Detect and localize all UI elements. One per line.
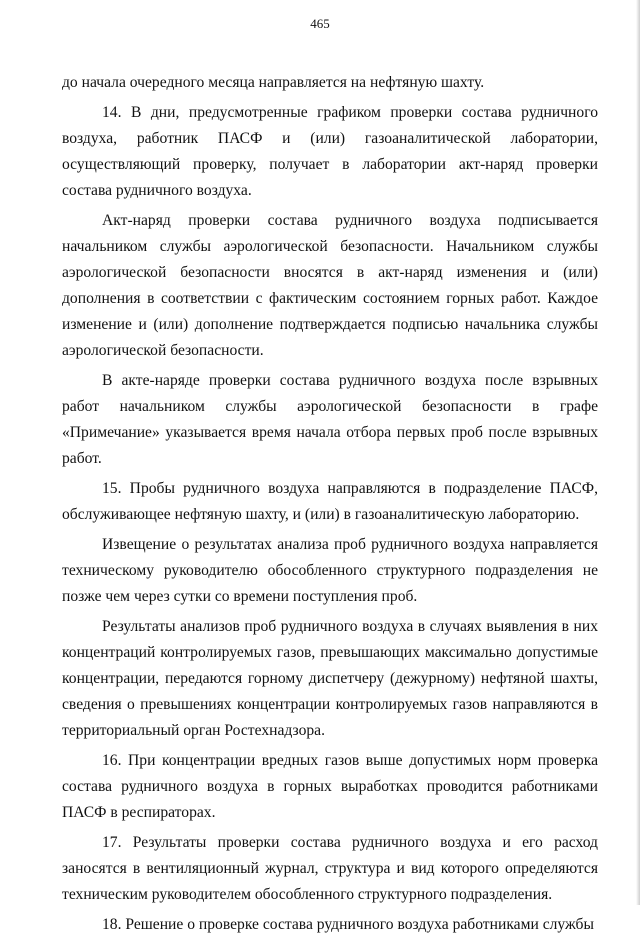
page-edge-shadow <box>636 0 640 905</box>
page-number: 465 <box>310 16 330 31</box>
paragraph-item-18: 18. Решение о проверке состава рудничного воздуха работниками службы <box>102 916 594 933</box>
paragraph-act-order-signature: Акт-наряд проверки состава рудничного воздуха подписывается начальником службы аэрологической безопасности. Начальником службы аэрологической безопасности вносятся в акт-наряд изменения и (или) дополнения в соответствии с фактическим состоянием горных работ. Каждое изменение и (или) дополнение подтверждается подписью начальника службы аэрологической безопасности. <box>62 212 598 359</box>
paragraph-item-16: 16. При концентрации вредных газов выше допустимых норм проверка состава рудничного воздуха в горных выработках проводится работниками ПАСФ в респираторах. <box>62 752 598 821</box>
paragraph-analysis-results: Результаты анализов проб рудничного воздуха в случаях выявления в них концентраций контролируемых газов, превышающих максимально допустимые концентрации, передаются горному диспетчеру (дежурному) нефтяной шахты, сведения о превышениях концентрации контролируемых газов направляются в территориальный орган Ростехнадзора. <box>62 618 598 739</box>
paragraph-item-17: 17. Результаты проверки состава рудничного воздуха и его расход заносятся в вентиляционный журнал, структура и вид которого определяются техническим руководителем обособленного структурного подразделения. <box>62 834 598 903</box>
paragraph-item-15: 15. Пробы рудничного воздуха направляются в подразделение ПАСФ, обслуживающее нефтяную шахту, и (или) в газоаналитическую лабораторию. <box>62 480 598 523</box>
paragraph-analysis-notice: Извещение о результатах анализа проб рудничного воздуха направляется техническому руководителю обособленного структурного подразделения не позже чем через сутки со времени поступления проб. <box>62 536 598 605</box>
document-body <box>62 70 598 938</box>
paragraph-continuation: до начала очередного месяца направляется на нефтяную шахту. <box>62 74 485 91</box>
paragraph-item-14: 14. В дни, предусмотренные графиком проверки состава рудничного воздуха, работник ПАСФ и (или) газоаналитической лаборатории, осуществляющий проверку, получает в лаборатории акт-наряд проверки состава рудничного воздуха. <box>62 104 598 199</box>
paragraph-act-order-note: В акте-наряде проверки состава рудничного воздуха после взрывных работ начальником службы аэрологической безопасности в графе «Примечание» указывается время начала отбора первых проб после взрывных работ. <box>62 372 598 467</box>
